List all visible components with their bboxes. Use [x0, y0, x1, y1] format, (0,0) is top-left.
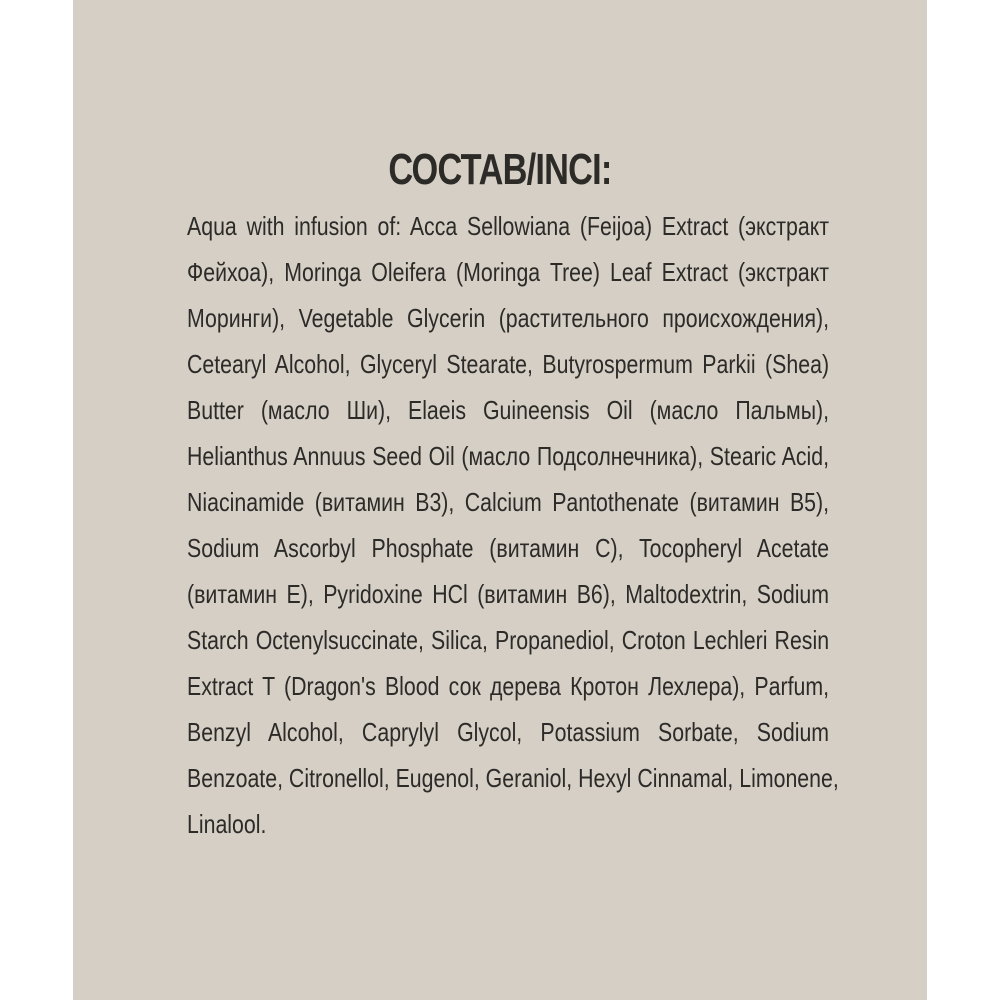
ingredients-line: Butter (масло Ши), Elaeis Guineensis Oil (масло Пальмы), — [187, 395, 830, 425]
ingredients-list — [187, 203, 839, 847]
ingredients-line: Моринги), Vegetable Glycerin (растительного происхождения), — [187, 303, 830, 333]
ingredients-line: Linalool. — [187, 809, 267, 839]
ingredients-line: Niacinamide (витамин В3), Calcium Pantothenate (витамин В5), — [187, 487, 830, 517]
ingredients-line: Cetearyl Alcohol, Glyceryl Stearate, Butyrospermum Parkii (Shea) — [187, 349, 830, 379]
ingredients-line: Aqua with infusion of: Acca Sellowiana (Feijoa) Extract (экстракт — [187, 211, 830, 241]
ingredients-line: Фейхоа), Moringa Oleifera (Moringa Tree) Leaf Extract (экстракт — [187, 257, 830, 287]
ingredients-line: Starch Octenylsuccinate, Silica, Propanediol, Croton Lechleri Resin — [187, 625, 830, 655]
ingredients-line: Extract T (Dragon's Blood сок дерева Кротон Лехлера), Parfum, — [187, 671, 830, 701]
label-panel — [73, 0, 927, 1000]
ingredients-line: Sodium Ascorbyl Phosphate (витамин С), Tocopheryl Acetate — [187, 533, 830, 563]
ingredients-line: Helianthus Annuus Seed Oil (масло Подсолнечника), Stearic Acid, — [187, 441, 830, 471]
ingredients-line: Benzoate, Citronellol, Eugenol, Geraniol, Hexyl Cinnamal, Limonene, — [187, 763, 839, 793]
ingredients-line: Benzyl Alcohol, Caprylyl Glycol, Potassium Sorbate, Sodium — [187, 717, 830, 747]
ingredients-line: (витамин Е), Pyridoxine HCl (витамин В6), Maltodextrin, Sodium — [187, 579, 830, 609]
composition-title: СОСТАВ/INCI: — [388, 145, 612, 194]
